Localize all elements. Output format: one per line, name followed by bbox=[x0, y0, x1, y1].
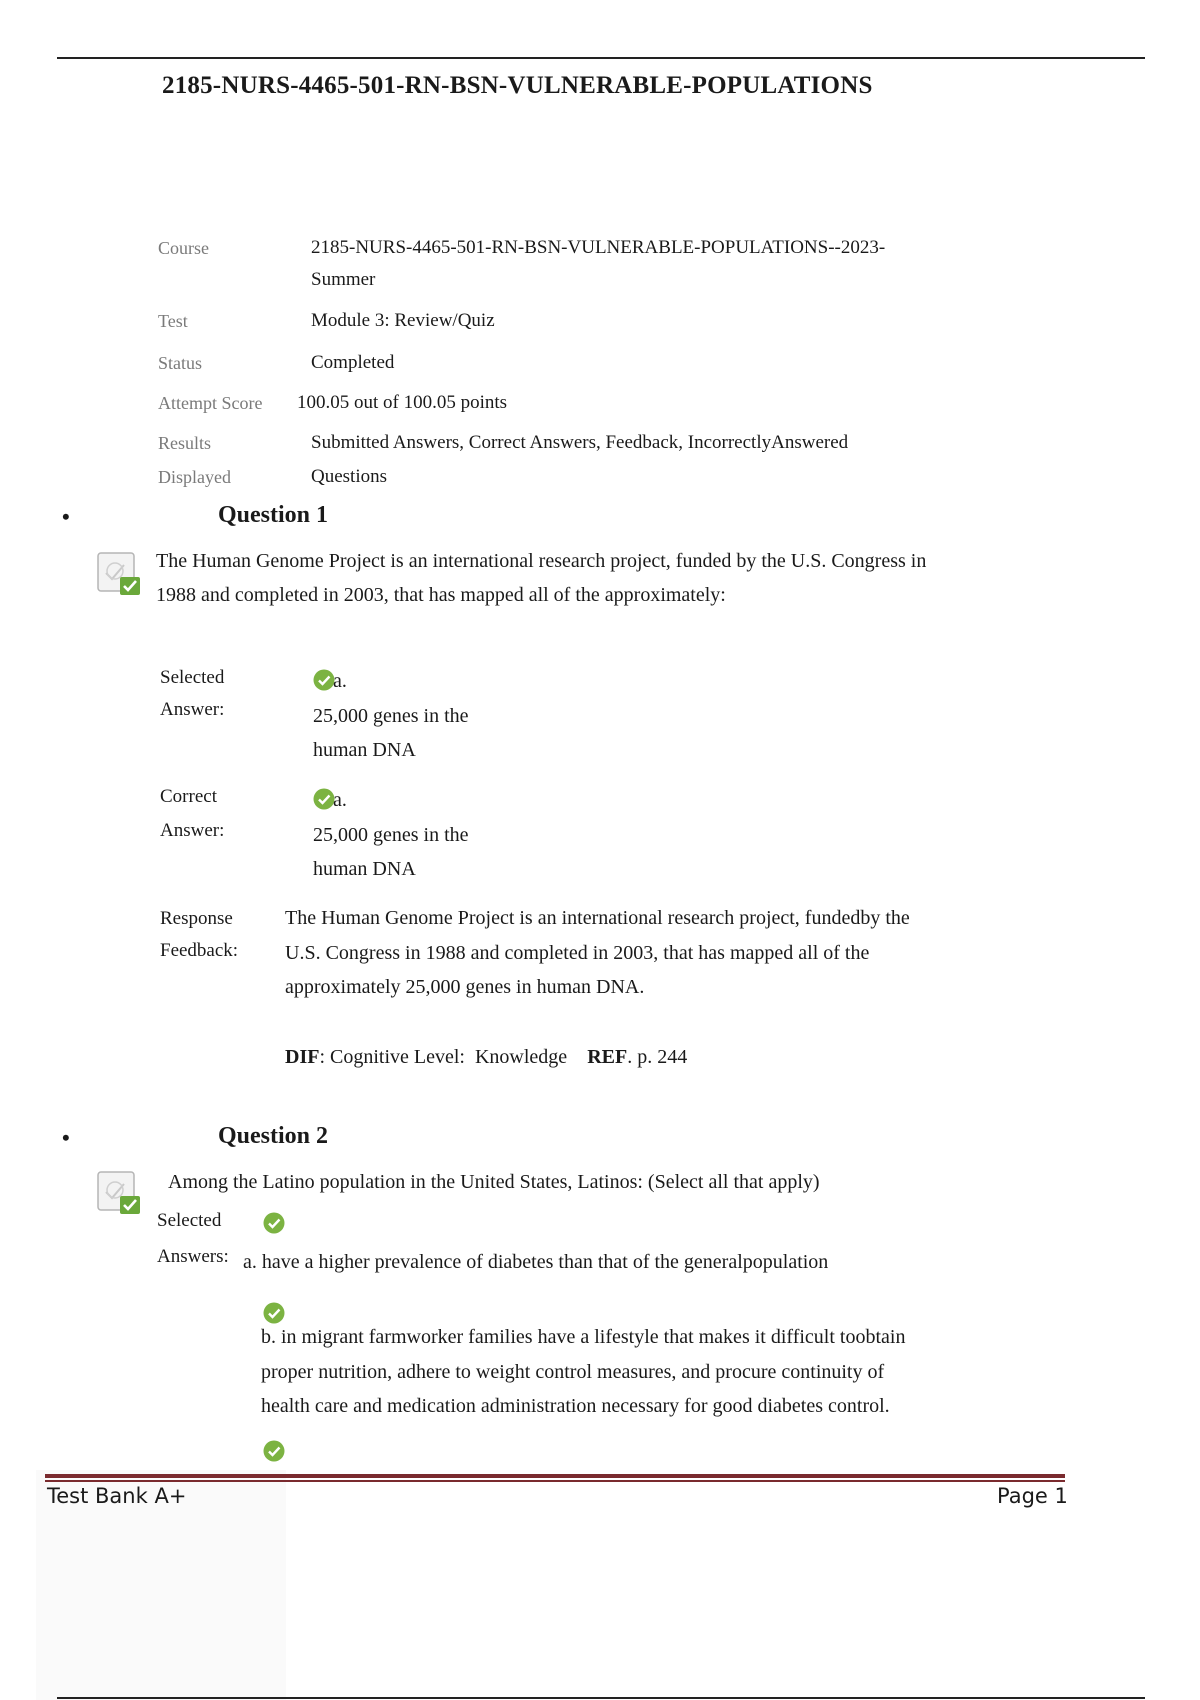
answer-a: a. have a higher prevalence of diabetes than that of the generalpopulation bbox=[243, 1251, 829, 1273]
green-check-icon bbox=[263, 1440, 285, 1462]
selected-answer-line1: 25,000 genes in the bbox=[313, 705, 469, 727]
status-value: Completed bbox=[311, 352, 395, 373]
correct-answer-letter: a. bbox=[333, 789, 347, 811]
selected-answers-label-line1: Selected bbox=[157, 1210, 222, 1231]
correct-question-icon bbox=[96, 1168, 142, 1216]
score-value: 100.05 out of 100.05 points bbox=[297, 392, 508, 413]
test-value: Module 3: Review/Quiz bbox=[311, 310, 495, 331]
correct-answer-label-line2: Answer: bbox=[160, 820, 225, 841]
footer-rule bbox=[45, 1474, 1065, 1478]
question-2-text: Among the Latino population in the United States, Latinos: (Select all that apply) bbox=[168, 1171, 820, 1193]
page-number: Page 1 bbox=[997, 1484, 1068, 1508]
correct-answer-line1: 25,000 genes in the bbox=[313, 824, 469, 846]
selected-answer-line2: human DNA bbox=[313, 739, 416, 761]
question-1-text-line1: The Human Genome Project is an international research project, funded by the U.S. Congress in bbox=[156, 550, 927, 572]
footer-brand: Test Bank A+ bbox=[47, 1484, 187, 1508]
question-1-bullet: • bbox=[62, 504, 70, 529]
question-2-bullet: • bbox=[62, 1125, 70, 1150]
document-title: 2185-NURS-4465-501-RN-BSN-VULNERABLE-POPULATIONS bbox=[162, 72, 873, 99]
answer-b-line3: health care and medication administration necessary for good diabetes control. bbox=[261, 1395, 890, 1417]
feedback-line2: U.S. Congress in 1988 and completed in 2003, that has mapped all of the bbox=[285, 942, 870, 964]
score-label: Attempt Score bbox=[158, 393, 263, 413]
dif-label: DIF bbox=[285, 1046, 320, 1068]
results-value-line2: Questions bbox=[311, 466, 387, 487]
green-check-icon bbox=[313, 788, 335, 810]
correct-question-icon bbox=[96, 549, 142, 597]
selected-answer-label-line1: Selected bbox=[160, 667, 225, 688]
course-value-line1: 2185-NURS-4465-501-RN-BSN-VULNERABLE-POPULATIONS--2023- bbox=[311, 237, 886, 258]
selected-answer-letter: a. bbox=[333, 670, 347, 692]
test-label: Test bbox=[158, 311, 188, 331]
selected-answers-label-line2: Answers: bbox=[157, 1246, 229, 1267]
top-rule bbox=[57, 57, 1145, 59]
response-feedback-label-line1: Response bbox=[160, 908, 233, 929]
footer-rule-thin bbox=[45, 1480, 1065, 1482]
correct-answer-label-line1: Correct bbox=[160, 786, 217, 807]
answer-b-line1: b. in migrant farmworker families have a lifestyle that makes it difficult toobtain bbox=[261, 1326, 906, 1348]
course-label: Course bbox=[158, 238, 209, 258]
response-feedback-label-line2: Feedback: bbox=[160, 940, 239, 961]
bottom-rule bbox=[57, 1697, 1145, 1699]
answer-b-line2: proper nutrition, adhere to weight control measures, and procure continuity of bbox=[261, 1361, 885, 1383]
feedback-line3: approximately 25,000 genes in human DNA. bbox=[285, 976, 645, 998]
question-1-heading: Question 1 bbox=[218, 502, 329, 528]
ref-label: REF bbox=[587, 1046, 628, 1068]
question-2-heading: Question 2 bbox=[218, 1123, 329, 1149]
question-1-text-line2: 1988 and completed in 2003, that has mapped all of the approximately: bbox=[156, 584, 726, 606]
correct-answer-line2: human DNA bbox=[313, 858, 416, 880]
status-label: Status bbox=[158, 353, 203, 373]
results-value-line1: Submitted Answers, Correct Answers, Feedback, IncorrectlyAnswered bbox=[311, 432, 849, 453]
course-value-line2: Summer bbox=[311, 269, 376, 290]
results-label-line2: Displayed bbox=[158, 467, 231, 487]
green-check-icon bbox=[313, 669, 335, 691]
selected-answer-label-line2: Answer: bbox=[160, 699, 225, 720]
dif-ref-line bbox=[285, 1040, 687, 1074]
dif-text: : Cognitive Level: Knowledge bbox=[319, 1046, 568, 1068]
ref-text: . p. 244 bbox=[627, 1046, 688, 1068]
green-check-icon bbox=[263, 1212, 285, 1234]
results-label-line1: Results bbox=[158, 433, 212, 453]
feedback-line1: The Human Genome Project is an international research project, fundedby the bbox=[285, 907, 910, 929]
